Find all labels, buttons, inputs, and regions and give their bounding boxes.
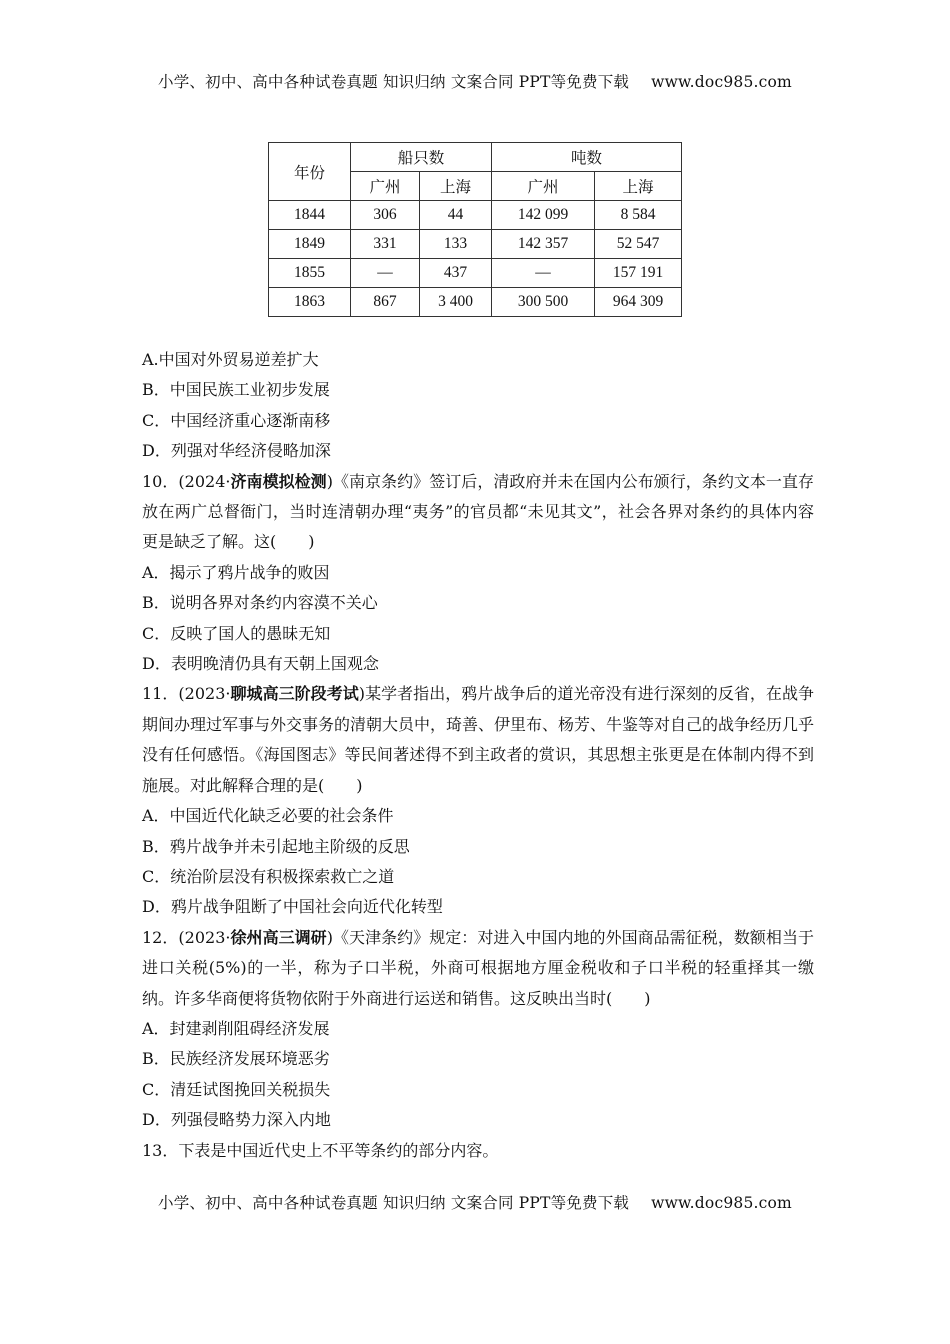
table-cell: 133 [420,230,492,259]
page-footer [0,1191,950,1213]
table-cell: 142 099 [492,201,595,230]
footer-text: 小学、初中、高中各种试卷真题 知识归纳 文案合同 PPT等免费下载 [158,1194,630,1212]
question-content [142,345,814,1166]
q12-option-a: A．封建剥削阻碍经济发展 [142,1018,330,1038]
year-header: 年份 [269,143,351,201]
question-12 [142,923,814,1014]
footer-url: www.doc985.com [651,1194,792,1212]
table-cell: 331 [351,230,420,259]
tons-group-header: 吨数 [492,143,682,172]
ships-group-header: 船只数 [351,143,492,172]
question-11 [142,679,814,801]
q11-option-d: D．鸦片战争阻断了中国社会向近代化转型 [142,897,443,917]
q9-option-d: D．列强对华经济侵略加深 [142,441,331,461]
q10-source: 济南模拟检测 [230,471,327,491]
q12-option-b: B．民族经济发展环境恶劣 [142,1049,330,1069]
q11-text: )某学者指出，鸦片战争后的道光帝没有进行深刻的反省，在战争期间办理过军事与外交事务的清朝大员中，琦善、伊里布、杨芳、牛鉴等对自己的战争经历几乎没有任何感悟。《海国图志》等民间著述得不到主政者的赏识，其思想主张更是在体制内得不到施展。对此解释合理的是( ) [142,684,815,795]
table-cell: 300 500 [492,288,595,317]
table-cell: 3 400 [420,288,492,317]
table-cell: 867 [351,288,420,317]
table-cell: 142 357 [492,230,595,259]
table-row [269,288,682,317]
table-cell: 8 584 [595,201,682,230]
table-cell: — [351,259,420,288]
table-cell: 157 191 [595,259,682,288]
table-cell: 964 309 [595,288,682,317]
q12-option-c: C．清廷试图挽回关税损失 [142,1079,331,1099]
q12-text: )《天津条约》规定：对进入中国内地的外国商品需征税，数额相当于进口关税(5%)的一半，称为子口半税，外商可根据地方厘金税收和子口半税的轻重择其一缴纳。许多华商便将货物依附于外商进行运送和销售。这反映出当时( ) [142,927,814,1008]
q11-option-b: B．鸦片战争并未引起地主阶级的反思 [142,836,410,856]
q12-number: 12．(2023· [142,927,231,947]
q10-option-b: B．说明各界对条约内容漠不关心 [142,593,378,613]
header-text: 小学、初中、高中各种试卷真题 知识归纳 文案合同 PPT等免费下载 [158,73,630,91]
table-cell: 1855 [269,259,351,288]
shipping-table [268,142,682,317]
q10-option-a: A．揭示了鸦片战争的败因 [142,562,330,582]
table-cell: 1844 [269,201,351,230]
table-cell: 306 [351,201,420,230]
table-cell: 1863 [269,288,351,317]
sub-header: 广州 [492,172,595,201]
q11-option-c: C．统治阶层没有积极探索救亡之道 [142,866,395,886]
q10-number: 10．(2024· [142,471,231,491]
table-cell: — [492,259,595,288]
table-cell: 437 [420,259,492,288]
q9-option-a: A.中国对外贸易逆差扩大 [142,350,319,369]
q10-option-d: D．表明晚清仍具有天朝上国观念 [142,654,379,674]
sub-header: 上海 [595,172,682,201]
q12-source: 徐州高三调研 [230,927,327,947]
table-cell: 44 [420,201,492,230]
question-10 [142,467,814,558]
table-cell: 1849 [269,230,351,259]
q11-number: 11．(2023· [142,684,231,704]
q10-text: )《南京条约》签订后，清政府并未在国内公布颁行，条约文本一直存放在两广总督衙门，当时连清朝办理“夷务”的官员都“未见其文”，社会各界对条约的具体内容更是缺乏了解。这( ) [142,471,814,552]
page-header [0,70,950,92]
q11-option-a: A．中国近代化缺乏必要的社会条件 [142,806,394,826]
sub-header: 广州 [351,172,420,201]
q12-option-d: D．列强侵略势力深入内地 [142,1110,331,1130]
header-url: www.doc985.com [651,73,792,91]
q11-source: 聊城高三阶段考试 [230,684,359,704]
table-row [269,230,682,259]
table-row [269,259,682,288]
sub-header: 上海 [420,172,492,201]
table-row [269,201,682,230]
q9-option-c: C．中国经济重心逐渐南移 [142,410,331,430]
q9-option-b: B．中国民族工业初步发展 [142,380,330,400]
q10-option-c: C．反映了国人的愚昧无知 [142,623,331,643]
table-cell: 52 547 [595,230,682,259]
question-13: 13．下表是中国近代史上不平等条约的部分内容。 [142,1140,499,1160]
